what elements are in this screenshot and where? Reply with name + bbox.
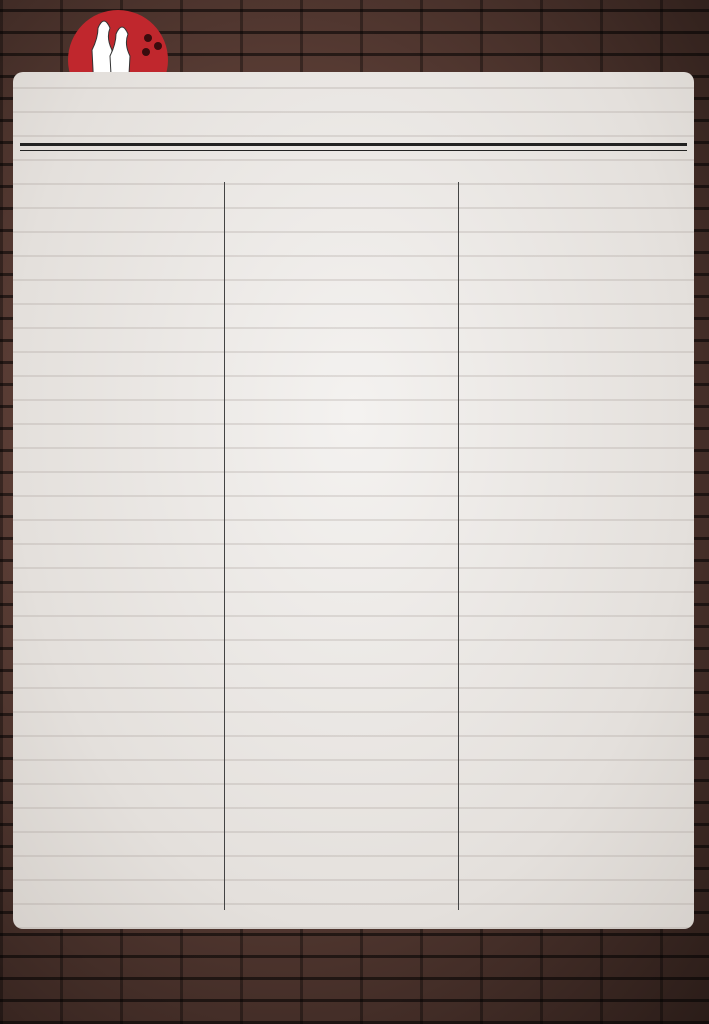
divider xyxy=(20,143,687,146)
column-divider xyxy=(458,182,459,910)
left-column xyxy=(14,160,224,202)
snack-prices xyxy=(462,458,682,484)
divider xyxy=(20,150,687,151)
column-divider xyxy=(224,182,225,910)
snack-section xyxy=(462,456,682,484)
